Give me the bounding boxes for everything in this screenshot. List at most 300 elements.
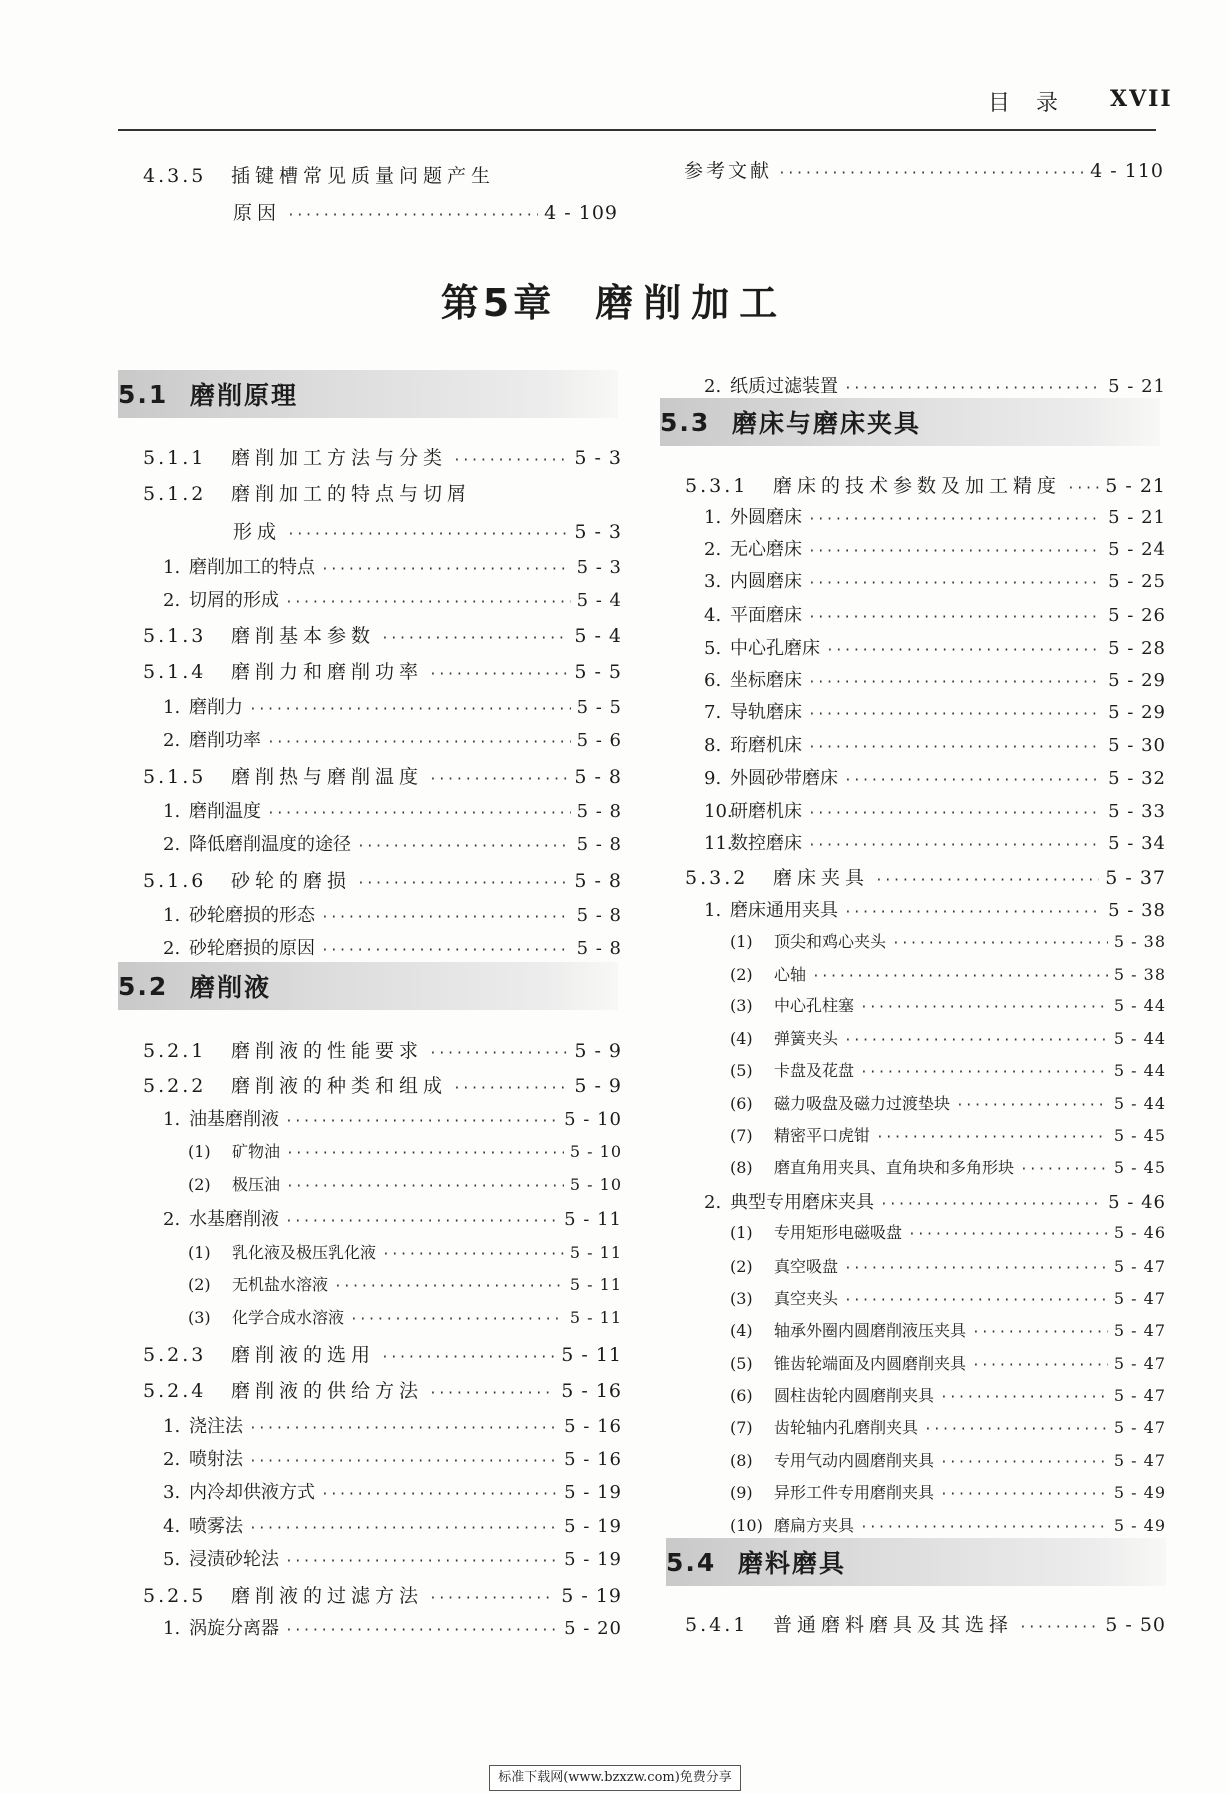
toc-entry[interactable] (704, 372, 1166, 398)
toc-leader-dots (453, 1081, 568, 1096)
toc-entry-number: (6) (730, 1094, 753, 1113)
toc-entry-label: 参考文献 (684, 160, 773, 182)
toc-entry-number: 2. (163, 590, 181, 611)
toc-entry-page: 5 - 33 (1108, 801, 1166, 822)
toc-entry-number: 1. (163, 801, 181, 822)
toc-entry-label: 研磨机床 (730, 801, 802, 822)
toc-entry-page: 5 - 44 (1113, 996, 1166, 1015)
toc-entry-page: 5 - 6 (576, 730, 622, 751)
toc-entry-number: (5) (730, 1354, 753, 1373)
toc-entry-label: 磨削基本参数 (231, 625, 376, 647)
toc-entry-page: 5 - 5 (574, 661, 622, 683)
toc-entry-number: (5) (730, 1061, 753, 1080)
footer-watermark-link[interactable]: 标准下载网(www.bzxzw.com)免费分享 (489, 1765, 741, 1791)
toc-leader-dots (808, 544, 1102, 559)
toc-entry-number: 7. (704, 702, 722, 723)
toc-entry[interactable] (730, 1058, 1166, 1081)
toc-leader-dots (285, 1214, 558, 1229)
toc-entry-number: 5.1.3 (143, 625, 207, 647)
toc-entry-page: 5 - 8 (576, 834, 622, 855)
toc-entry-label: 轴承外圈内圆磨削液压夹具 (774, 1321, 967, 1340)
toc-entry-number: 5.1.2 (143, 483, 207, 505)
toc-leader-dots (844, 1033, 1108, 1048)
toc-entry-number: 1. (163, 557, 181, 578)
toc-entry-number: (3) (730, 996, 753, 1015)
toc-entry-number: 5.2.1 (143, 1040, 207, 1062)
toc-entry-number: (4) (730, 1029, 753, 1048)
toc-entry-page: 5 - 38 (1108, 900, 1166, 921)
toc-entry-page: 5 - 21 (1108, 376, 1166, 397)
toc-leader-dots (940, 1455, 1108, 1470)
toc-leader-dots (844, 905, 1102, 920)
toc-leader-dots (972, 1325, 1108, 1340)
toc-entry-number: (3) (188, 1308, 211, 1327)
toc-entry-number: 5.3.1 (685, 475, 749, 497)
toc-entry-page: 5 - 32 (1108, 768, 1166, 789)
toc-leader-dots (287, 527, 568, 542)
toc-entry-label: 无心磨床 (730, 539, 802, 560)
toc-entry[interactable] (163, 1105, 622, 1131)
toc-entry-page: 5 - 11 (569, 1243, 622, 1262)
toc-entry-number: 2. (163, 730, 181, 751)
toc-entry[interactable] (188, 1240, 622, 1263)
toc-leader-dots (285, 1623, 558, 1638)
toc-entry-number: (4) (730, 1321, 753, 1340)
toc-entry-page: 5 - 11 (561, 1344, 622, 1366)
toc-entry-label: 极压油 (232, 1175, 281, 1194)
toc-entry-page: 5 - 44 (1113, 1061, 1166, 1080)
toc-entry-page: 5 - 4 (574, 625, 622, 647)
toc-entry[interactable] (188, 1172, 622, 1195)
section-number: 5.4 (666, 1547, 717, 1577)
toc-entry-number: (8) (730, 1451, 753, 1470)
toc-leader-dots (286, 1146, 564, 1161)
toc-leader-dots (382, 1247, 564, 1262)
toc-entry[interactable] (730, 1091, 1166, 1114)
toc-entry-page: 5 - 49 (1113, 1483, 1166, 1502)
toc-leader-dots (908, 1227, 1108, 1242)
toc-leader-dots (334, 1279, 564, 1294)
toc-entry-number: 3. (704, 571, 722, 592)
toc-entry-label: 磨削热与磨削温度 (231, 766, 424, 788)
running-header-title: 目 录 (988, 91, 1061, 116)
section-heading-5-4[interactable] (666, 1538, 1166, 1586)
toc-entry-page: 5 - 49 (1113, 1516, 1166, 1535)
toc-entry[interactable] (730, 1448, 1166, 1471)
toc-entry[interactable] (730, 1480, 1166, 1503)
toc-leader-dots (875, 873, 1099, 888)
toc-entry[interactable] (730, 1383, 1166, 1406)
toc-entry[interactable] (704, 535, 1166, 561)
toc-leader-dots (321, 1487, 558, 1502)
toc-leader-dots (808, 675, 1102, 690)
toc-leader-dots (321, 910, 571, 925)
toc-entry-label: 磨削功率 (189, 730, 261, 751)
toc-entry[interactable] (163, 1478, 622, 1504)
section-heading-5-1[interactable] (118, 370, 618, 418)
toc-entry[interactable] (143, 443, 622, 470)
toc-entry[interactable] (730, 1286, 1166, 1309)
toc-entry-page: 5 - 9 (574, 1040, 622, 1062)
toc-entry-label: 磁力吸盘及磁力过渡垫块 (774, 1094, 951, 1113)
toc-entry-page: 5 - 19 (564, 1549, 622, 1570)
toc-entry-label: 原因 (233, 202, 282, 224)
toc-leader-dots (808, 707, 1102, 722)
toc-entry[interactable] (163, 1512, 622, 1538)
toc-entry-number: 1. (163, 905, 181, 926)
toc-entry[interactable] (730, 1123, 1166, 1146)
toc-entry-label: 磨床夹具 (773, 867, 870, 889)
section-heading-5-3[interactable] (660, 398, 1160, 446)
toc-entry-number: (2) (188, 1275, 211, 1294)
toc-leader-dots (880, 1197, 1102, 1212)
toc-leader-dots (350, 1312, 564, 1327)
toc-entry[interactable] (233, 517, 622, 544)
toc-entry[interactable] (704, 567, 1166, 593)
toc-entry-page: 5 - 11 (569, 1308, 622, 1327)
toc-leader-dots (940, 1390, 1108, 1405)
toc-entry-page: 5 - 11 (564, 1209, 622, 1230)
toc-leader-dots (844, 1261, 1108, 1276)
toc-leader-dots (1067, 481, 1099, 496)
toc-entry[interactable] (163, 797, 622, 823)
toc-entry[interactable] (704, 764, 1166, 790)
toc-entry-number: 5. (163, 1549, 181, 1570)
toc-leader-dots (267, 735, 571, 750)
toc-entry-page: 5 - 11 (569, 1275, 622, 1294)
toc-entry-page: 5 - 8 (576, 905, 622, 926)
toc-entry-page: 5 - 47 (1113, 1451, 1166, 1470)
toc-entry-page: 5 - 29 (1108, 670, 1166, 691)
toc-leader-dots (826, 643, 1102, 658)
toc-entry-page: 4 - 110 (1090, 160, 1164, 182)
toc-entry[interactable] (163, 586, 622, 612)
toc-entry-page: 5 - 3 (574, 447, 622, 469)
section-label: 磨削原理 (190, 381, 299, 410)
toc-leader-dots (860, 1000, 1108, 1015)
toc-entry[interactable] (188, 1139, 622, 1162)
toc-leader-dots (808, 806, 1102, 821)
toc-entry-page: 5 - 47 (1113, 1354, 1166, 1373)
toc-entry-label: 磨削液的过滤方法 (231, 1585, 424, 1607)
toc-entry-label: 内冷却供液方式 (189, 1482, 315, 1503)
toc-entry[interactable] (730, 1513, 1166, 1536)
toc-entry-page: 5 - 45 (1113, 1126, 1166, 1145)
toc-entry-label: 圆柱齿轮内圆磨削夹具 (774, 1386, 935, 1405)
toc-entry-label: 纸质过滤装置 (730, 376, 838, 397)
toc-entry-number: (2) (730, 965, 753, 984)
toc-leader-dots (321, 943, 571, 958)
toc-entry[interactable] (143, 1071, 622, 1098)
toc-entry-number: (2) (188, 1175, 211, 1194)
toc-entry[interactable] (704, 666, 1166, 692)
toc-leader-dots (285, 1554, 558, 1569)
toc-leader-dots (844, 381, 1102, 396)
toc-entry[interactable] (163, 553, 622, 579)
toc-entry-page: 5 - 21 (1105, 475, 1166, 497)
toc-entry-label: 磨削液的供给方法 (231, 1380, 424, 1402)
toc-entry[interactable] (730, 1026, 1166, 1049)
toc-entry-number: 1. (163, 697, 181, 718)
toc-entry-number: 10. (704, 801, 733, 822)
toc-leader-dots (429, 1386, 555, 1401)
toc-entry-number: 1. (163, 1416, 181, 1437)
toc-entry-number: 5.3.2 (685, 867, 749, 889)
toc-entry-label: 磨削液的种类和组成 (231, 1075, 448, 1097)
toc-entry-label: 心轴 (774, 965, 807, 984)
toc-entry-number: 9. (704, 768, 722, 789)
toc-entry[interactable] (704, 896, 1166, 922)
toc-leader-dots (429, 667, 568, 682)
toc-entry-label: 水基磨削液 (189, 1209, 279, 1230)
toc-entry-number: 1. (163, 1109, 181, 1130)
toc-entry[interactable] (704, 731, 1166, 757)
toc-entry-number: (1) (730, 932, 753, 951)
toc-entry-page: 4 - 109 (544, 202, 618, 224)
toc-entry[interactable] (163, 1412, 622, 1438)
toc-entry-label: 顶尖和鸡心夹头 (774, 932, 887, 951)
toc-leader-dots (321, 562, 571, 577)
toc-entry[interactable] (163, 901, 622, 927)
toc-entry[interactable] (730, 1155, 1166, 1178)
toc-entry-page: 5 - 29 (1108, 702, 1166, 723)
toc-entry-page: 5 - 8 (574, 766, 622, 788)
toc-entry-page: 5 - 30 (1108, 735, 1166, 756)
toc-entry-number: (3) (730, 1289, 753, 1308)
toc-leader-dots (778, 166, 1084, 181)
toc-entry-number: 5.1.4 (143, 661, 207, 683)
toc-entry-label: 砂轮的磨损 (231, 870, 352, 892)
toc-entry-number: 5.2.2 (143, 1075, 207, 1097)
toc-entry-label: 真空吸盘 (774, 1257, 839, 1276)
toc-leader-dots (956, 1098, 1108, 1113)
toc-entry-label: 形成 (233, 521, 282, 543)
toc-entry-number: (10) (730, 1516, 763, 1535)
toc-entry-page: 5 - 28 (1108, 638, 1166, 659)
toc-entry-number: 2. (163, 938, 181, 959)
toc-entry-label: 真空夹头 (774, 1289, 839, 1308)
toc-entry-page: 5 - 3 (574, 521, 622, 543)
toc-entry-label: 插键槽常见质量问题产生 (231, 165, 496, 187)
toc-entry-page: 5 - 8 (574, 870, 622, 892)
toc-leader-dots (860, 1065, 1108, 1080)
toc-entry-label: 异形工件专用磨削夹具 (774, 1483, 935, 1502)
toc-entry-page: 5 - 44 (1113, 1094, 1166, 1113)
toc-leader-dots (249, 702, 571, 717)
toc-leader-dots (1020, 1162, 1108, 1177)
toc-entry[interactable] (704, 634, 1166, 660)
toc-entry-label: 磨床的技术参数及加工精度 (773, 475, 1062, 497)
chapter-title (0, 272, 1228, 327)
toc-entry-label: 磨削液的性能要求 (231, 1040, 424, 1062)
toc-entry[interactable] (704, 698, 1166, 724)
toc-leader-dots (924, 1422, 1108, 1437)
toc-entry[interactable] (188, 1305, 622, 1328)
toc-entry-page: 5 - 20 (564, 1618, 622, 1639)
toc-entry-number: 3. (163, 1482, 181, 1503)
toc-leader-dots (267, 806, 571, 821)
toc-entry-number: 4. (163, 1516, 181, 1537)
toc-leader-dots (860, 1520, 1108, 1535)
toc-entry[interactable] (730, 929, 1166, 952)
toc-entry-page: 5 - 19 (561, 1585, 622, 1607)
toc-entry-number: 1. (163, 1618, 181, 1639)
toc-entry-number: (1) (188, 1142, 211, 1161)
toc-entry[interactable] (143, 1036, 622, 1063)
toc-entry-page: 5 - 47 (1113, 1289, 1166, 1308)
toc-entry-page: 5 - 46 (1113, 1223, 1166, 1242)
toc-entry-page: 5 - 45 (1113, 1158, 1166, 1177)
toc-entry-number: (9) (730, 1483, 753, 1502)
toc-entry-label: 内圆磨床 (730, 571, 802, 592)
toc-entry-label: 普通磨料磨具及其选择 (773, 1614, 1014, 1636)
toc-entry-page: 5 - 47 (1113, 1418, 1166, 1437)
toc-entry-number: 2. (163, 1209, 181, 1230)
chapter-number: 第5章 (440, 281, 556, 325)
toc-entry-label: 浸渍砂轮法 (189, 1549, 279, 1570)
toc-entry-label: 中心孔磨床 (730, 638, 820, 659)
toc-entry-label: 弹簧夹头 (774, 1029, 839, 1048)
toc-entry-number: 1. (704, 900, 722, 921)
toc-entry-number: 6. (704, 670, 722, 691)
toc-entry-label: 磨扁方夹具 (774, 1516, 855, 1535)
toc-entry-page: 5 - 24 (1108, 539, 1166, 560)
toc-entry[interactable] (685, 471, 1166, 498)
toc-entry[interactable] (685, 1610, 1166, 1637)
toc-entry[interactable] (163, 726, 622, 752)
toc-leader-dots (429, 1591, 555, 1606)
toc-entry-label: 专用矩形电磁吸盘 (774, 1223, 903, 1242)
toc-entry[interactable] (704, 601, 1166, 627)
toc-entry[interactable] (730, 993, 1166, 1016)
toc-entry[interactable] (163, 830, 622, 856)
toc-entry-number: 5.2.5 (143, 1585, 207, 1607)
toc-entry-label: 外圆砂带磨床 (730, 768, 838, 789)
section-heading-5-2[interactable] (118, 962, 618, 1010)
toc-entry[interactable] (730, 1415, 1166, 1438)
toc-entry-label: 卡盘及花盘 (774, 1061, 855, 1080)
section-label: 磨床与磨床夹具 (732, 409, 922, 438)
toc-entry-label: 喷雾法 (189, 1516, 243, 1537)
chapter-name: 磨削加工 (595, 281, 788, 325)
toc-entry[interactable] (730, 1318, 1166, 1341)
toc-entry-label: 磨削加工方法与分类 (231, 447, 448, 469)
toc-entry-label: 齿轮轴内孔磨削夹具 (774, 1418, 919, 1437)
toc-entry-label: 数控磨床 (730, 833, 802, 854)
toc-entry-label: 化学合成水溶液 (232, 1308, 345, 1327)
toc-entry[interactable] (143, 866, 622, 893)
toc-entry-label: 平面磨床 (730, 605, 802, 626)
toc-entry-label: 磨削液的选用 (231, 1344, 376, 1366)
toc-entry-page: 5 - 47 (1113, 1386, 1166, 1405)
toc-entry[interactable] (143, 1581, 622, 1608)
toc-leader-dots (286, 1179, 564, 1194)
toc-entry[interactable] (143, 1376, 622, 1403)
toc-entry[interactable] (730, 1351, 1166, 1374)
toc-entry-page: 5 - 9 (574, 1075, 622, 1097)
toc-entry-number: (8) (730, 1158, 753, 1177)
toc-entry[interactable] (163, 1445, 622, 1471)
toc-entry-page: 5 - 8 (576, 801, 622, 822)
toc-leader-dots (381, 631, 568, 646)
toc-entry-label: 无机盐水溶液 (232, 1275, 329, 1294)
toc-entry-references[interactable] (684, 156, 1164, 183)
toc-entry-number: 8. (704, 735, 722, 756)
toc-leader-dots (357, 876, 568, 891)
toc-entry[interactable] (143, 1340, 622, 1367)
section-number: 5.3 (660, 407, 711, 437)
header-rule (118, 129, 1156, 131)
toc-entry-number: (1) (730, 1223, 753, 1242)
toc-leader-dots (808, 576, 1102, 591)
running-header-page-number: XVII (1110, 86, 1173, 112)
toc-entry[interactable] (163, 934, 622, 960)
toc-entry[interactable] (704, 797, 1166, 823)
toc-leader-dots (892, 936, 1108, 951)
toc-entry-page: 5 - 46 (1108, 1192, 1166, 1213)
toc-leader-dots (429, 772, 568, 787)
toc-entry[interactable] (704, 829, 1166, 855)
toc-entry-page: 5 - 26 (1108, 605, 1166, 626)
toc-entry[interactable] (143, 762, 622, 789)
toc-entry-label: 磨削温度 (189, 801, 261, 822)
toc-entry[interactable] (143, 479, 622, 506)
toc-entry-page: 5 - 47 (1113, 1257, 1166, 1276)
toc-entry-number: 5.1.5 (143, 766, 207, 788)
toc-entry-number: 4.3.5 (143, 165, 207, 187)
toc-entry-label: 涡旋分离器 (189, 1618, 279, 1639)
toc-leader-dots (812, 969, 1108, 984)
toc-entry-number: 1. (704, 507, 722, 528)
toc-entry[interactable] (730, 1220, 1166, 1243)
toc-entry-label: 降低磨削温度的途径 (189, 834, 351, 855)
toc-leader-dots (940, 1487, 1108, 1502)
toc-entry[interactable] (163, 693, 622, 719)
toc-entry-label: 磨削力和磨削功率 (231, 661, 424, 683)
toc-leader-dots (429, 1046, 568, 1061)
toc-entry-page: 5 - 37 (1105, 867, 1166, 889)
toc-leader-dots (808, 512, 1102, 527)
toc-entry-4-3-5[interactable] (143, 161, 623, 188)
toc-entry-label: 中心孔柱塞 (774, 996, 855, 1015)
toc-entry-page: 5 - 19 (564, 1482, 622, 1503)
section-number: 5.1 (118, 379, 169, 409)
toc-entry-label: 锥齿轮端面及内圆磨削夹具 (774, 1354, 967, 1373)
toc-entry-4-3-5-cont[interactable] (233, 198, 618, 225)
toc-entry-label: 矿物油 (232, 1142, 281, 1161)
toc-entry[interactable] (143, 621, 622, 648)
toc-entry-number: (6) (730, 1386, 753, 1405)
toc-leader-dots (844, 773, 1102, 788)
toc-entry[interactable] (685, 863, 1166, 890)
toc-entry[interactable] (188, 1272, 622, 1295)
toc-entry[interactable] (704, 503, 1166, 529)
toc-leader-dots (357, 839, 571, 854)
toc-entry[interactable] (704, 1188, 1166, 1214)
toc-leader-dots (844, 1293, 1108, 1308)
toc-leader-dots (1019, 1620, 1099, 1635)
toc-entry[interactable] (143, 657, 622, 684)
toc-entry[interactable] (163, 1545, 622, 1571)
toc-entry-page: 5 - 10 (569, 1142, 622, 1161)
toc-entry[interactable] (163, 1614, 622, 1640)
toc-leader-dots (287, 208, 538, 223)
toc-entry[interactable] (163, 1205, 622, 1231)
toc-entry-number: 5.2.3 (143, 1344, 207, 1366)
toc-entry[interactable] (730, 1254, 1166, 1277)
toc-entry[interactable] (730, 962, 1166, 985)
toc-leader-dots (249, 1454, 558, 1469)
